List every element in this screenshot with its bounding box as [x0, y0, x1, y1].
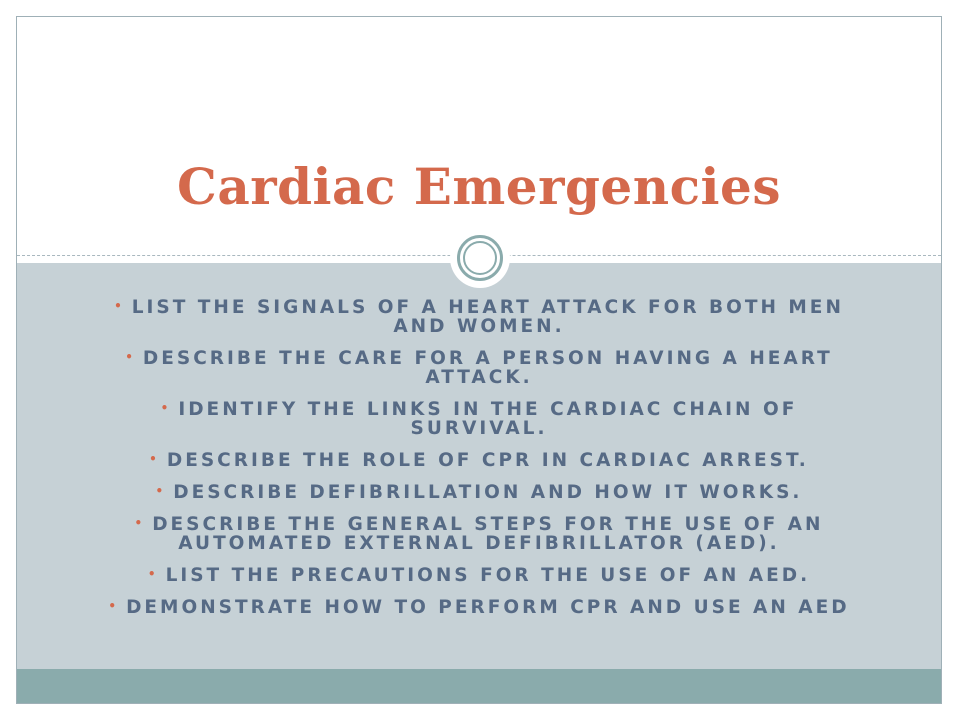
bullet-item[interactable]	[97, 482, 861, 502]
bullet-dot-icon: •	[149, 452, 157, 466]
bullet-text: DESCRIBE THE GENERAL STEPS FOR THE USE OF AN AUTOMATED EXTERNAL DEFIBRILLATOR (AED).	[152, 514, 824, 554]
bullet-dot-icon: •	[147, 567, 156, 581]
bullet-item[interactable]	[97, 297, 861, 336]
slide-title[interactable]: Cardiac Emergencies	[177, 157, 781, 216]
bullet-item[interactable]	[97, 597, 861, 617]
bullet-dot-icon: •	[108, 599, 117, 613]
bullet-dot-icon: •	[160, 401, 169, 415]
bullet-item[interactable]	[97, 514, 861, 553]
bullet-item[interactable]	[97, 399, 861, 438]
bullet-text: DESCRIBE DEFIBRILLATION AND HOW IT WORKS.	[173, 482, 803, 503]
bullet-text: IDENTIFY THE LINKS IN THE CARDIAC CHAIN OF SURVIVAL.	[178, 399, 798, 439]
bullet-item[interactable]	[97, 565, 861, 585]
bullet-text: LIST THE PRECAUTIONS FOR THE USE OF AN AED.	[165, 565, 811, 586]
bullet-dot-icon: •	[125, 350, 133, 364]
circle-inner-ring-icon	[463, 241, 497, 275]
bullet-text: DESCRIBE THE ROLE OF CPR IN CARDIAC ARREST.	[166, 450, 809, 471]
footer-band	[17, 669, 941, 703]
bullet-text: LIST THE SIGNALS OF A HEART ATTACK FOR BOTH MEN AND WOMEN.	[131, 297, 844, 337]
bullet-text: DESCRIBE THE CARE FOR A PERSON HAVING A HEART ATTACK.	[142, 348, 833, 388]
bullet-text: DEMONSTRATE HOW TO PERFORM CPR AND USE AN AED	[126, 597, 850, 618]
bullet-item[interactable]	[97, 348, 861, 387]
slide	[16, 16, 942, 704]
bullet-dot-icon: •	[134, 516, 143, 530]
title-area	[17, 17, 941, 263]
bullet-dot-icon: •	[114, 299, 122, 313]
bullet-list	[97, 297, 861, 629]
bullet-dot-icon: •	[155, 484, 164, 498]
bullet-item[interactable]	[97, 450, 861, 470]
